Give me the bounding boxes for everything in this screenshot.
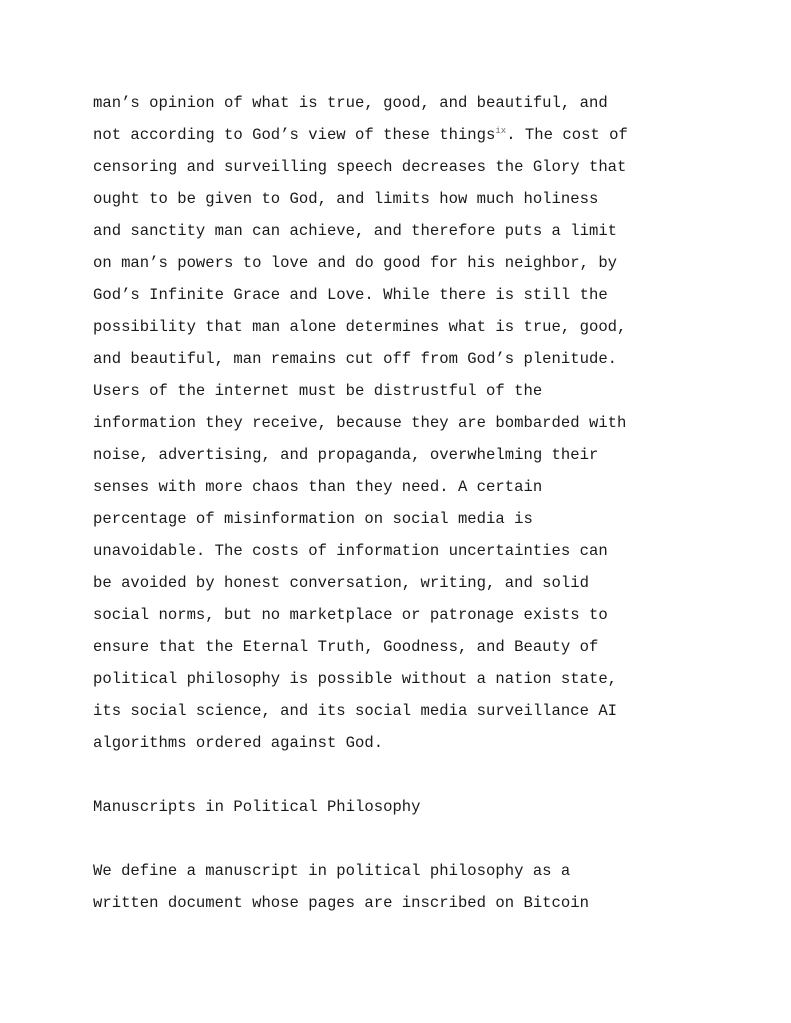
text-line: noise, advertising, and propaganda, overwhelming their [93, 446, 599, 464]
text-line: algorithms ordered against God. [93, 734, 384, 752]
text-line: senses with more chaos than they need. A certain [93, 478, 543, 496]
text-line: on man’s powers to love and do good for his neighbor, by [93, 254, 618, 272]
text-line-with-footnote [93, 122, 773, 154]
text-line: censoring and surveilling speech decreases the Glory that [93, 158, 627, 176]
paragraph-2 [93, 858, 773, 922]
text-line: Users of the internet must be distrustful of the [93, 382, 543, 400]
text-line: information they receive, because they are bombarded with [93, 414, 627, 432]
text-line: social norms, but no marketplace or patronage exists to [93, 606, 608, 624]
page-body [93, 90, 773, 922]
text-line: possibility that man alone determines what is true, good, [93, 318, 627, 336]
paragraph-gap [93, 762, 773, 794]
text-line: written document whose pages are inscribed on Bitcoin [93, 894, 589, 912]
paragraph-1 [93, 90, 773, 762]
text-line: ought to be given to God, and limits how much holiness [93, 190, 599, 208]
text-line: percentage of misinformation on social media is [93, 510, 533, 528]
text-segment: . The cost of [506, 126, 628, 144]
text-line: be avoided by honest conversation, writing, and solid [93, 574, 589, 592]
text-line: God’s Infinite Grace and Love. While there is still the [93, 286, 608, 304]
text-line: We define a manuscript in political philosophy as a [93, 862, 571, 880]
text-line: and sanctity man can achieve, and therefore puts a limit [93, 222, 618, 240]
text-line: man’s opinion of what is true, good, and beautiful, and [93, 94, 608, 112]
text-line: ensure that the Eternal Truth, Goodness, and Beauty of [93, 638, 599, 656]
text-line: unavoidable. The costs of information uncertainties can [93, 542, 608, 560]
text-segment: not according to God’s view of these things [93, 126, 496, 144]
section-heading: Manuscripts in Political Philosophy [93, 798, 421, 816]
text-line: political philosophy is possible without a nation state, [93, 670, 618, 688]
text-line: its social science, and its social media surveillance AI [93, 702, 618, 720]
footnote-marker[interactable]: ix [495, 126, 507, 136]
text-line: and beautiful, man remains cut off from God’s plenitude. [93, 350, 618, 368]
paragraph-gap [93, 826, 773, 858]
